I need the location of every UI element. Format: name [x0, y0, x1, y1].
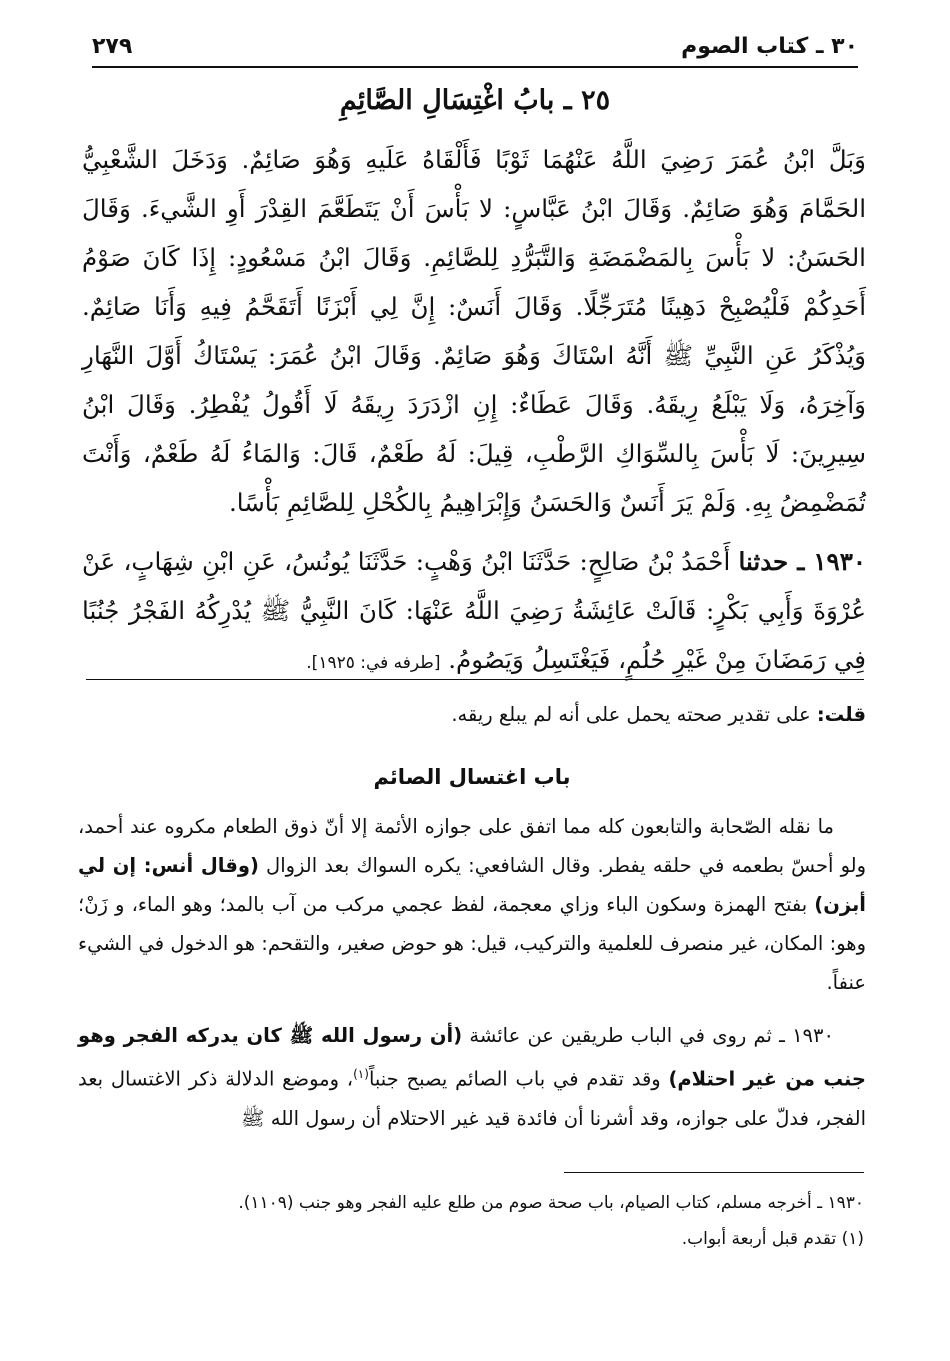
qult-label: قلت: — [816, 703, 866, 726]
footnote-1: (١) تقدم قبل أربعة أبواب. — [681, 1229, 864, 1249]
commentary-paragraph-2 — [78, 1016, 866, 1138]
footnotes — [86, 1185, 864, 1257]
hadith-1930 — [82, 537, 866, 688]
qult-text: على تقدير صحته يحمل على أنه لم يبلع ريقه. — [451, 703, 811, 726]
hadith-text: أَحْمَدُ بْنُ صَالِحٍ: حَدَّثَنَا ابْنُ وَهْبٍ: حَدَّثَنَا يُونُسُ، عَنِ ابْنِ شِهَابٍ، عَنْ عُرْوَةَ وَأَبِي بَكْرٍ: قَالَتْ عَائِشَةُ رَضِيَ اللَّهُ عَنْهَا: كَانَ النَّبِيُّ ﷺ يُدْرِكُهُ الفَجْرُ جُنُبًا فِي رَمَضَانَ مِنْ غَيْرِ حُلُمٍ، فَيَغْتَسِلُ وَيَصُومُ. — [82, 547, 866, 674]
hadith-main-text — [82, 135, 866, 688]
running-header-chapter: ٣٠ ـ كتاب الصوم — [681, 34, 858, 59]
footnote-marker: (١) — [353, 1067, 369, 1081]
commentary-paragraph-1 — [78, 807, 866, 1002]
chapter-intro-text: وَبَلَّ ابْنُ عُمَرَ رَضِيَ اللَّهُ عَنْهُمَا ثَوْبًا فَأَلْقَاهُ عَلَيهِ وَهُوَ صَائِمٌ. وَدَخَلَ الشَّعْبِيُّ الحَمَّامَ وَهُوَ صَائِمٌ. وَقَالَ ابْنُ عَبَّاسٍ: لا بَأْسَ أَنْ يَتَطَعَّمَ القِدْرَ أَوِ الشَّيءَ. وَقَالَ الحَسَنُ: لا بَأْسَ بِالمَضْمَضَةِ وَالتَّبَرُّدِ لِلصَّائِمِ. وَقَالَ ابْنُ مَسْعُودٍ: إِذَا كَانَ صَوْمُ أَحَدِكُمْ فَلْيُصْبِحْ دَهِينًا مُتَرَجِّلًا. وَقَالَ أَنَسٌ: إِنَّ لِي أَبْزَنًا أَتَقَحَّمُ فِيهِ وَأَنَا صَائِمٌ. وَيُذْكَرُ عَنِ النَّبِيِّ ﷺ أَنَّهُ اسْتَاكَ وَهُوَ صَائِمٌ. وَقَالَ ابْنُ عُمَرَ: يَسْتَاكُ أَوَّلَ النَّهَارِ وَآخِرَهُ، وَلَا يَبْلَعُ رِيقَهُ. وَقَالَ عَطَاءٌ: إِنِ ازْدَرَدَ رِيقَهُ لَا أَقُولُ يُفْطِرُ. وَقَالَ ابْنُ سِيرِينَ: لَا بَأْسَ بِالسِّوَاكِ الرَّطْبِ، قِيلَ: لَهُ طَعْمٌ، قَالَ: وَالمَاءُ لَهُ طَعْمٌ، وَأَنْتَ تُمَضْمِضُ بِهِ. وَلَمْ يَرَ أَنَسٌ وَالحَسَنُ وَإِبْرَاهِيمُ بِالكُحْلِ لِلصَّائِمِ بَأْسًا. — [82, 145, 866, 517]
qult-paragraph — [78, 695, 866, 734]
commentary-section-title: باب اغتسال الصائم — [373, 765, 571, 789]
chapter-title: ٢٥ ـ بابُ اغْتِسَالِ الصَّائِمِ — [339, 85, 611, 116]
commentary — [78, 695, 866, 1138]
header-divider — [92, 66, 858, 68]
text-commentary-divider — [86, 679, 864, 680]
commentary-p1-text-a: ما نقله الصّحابة والتابعون كله مما اتفق على جوازه الأئمة إلا أنّ ذوق الطعام مكروه عند أحمد، ولو أحسّ بطعمه في حلقه يفطر. وقال الشافعي: يكره السواك بعد الزوال — [78, 815, 867, 877]
commentary-p2-text-d: ، وموضع الدلالة ذكر الاغتسال بعد الفجر، فدلّ على جوازه، وقد أشرنا أن فائدة قيد غير الاحتلام أن رسول الله ﷺ — [78, 1067, 866, 1130]
footnote-1930: ١٩٣٠ ـ أخرجه مسلم، كتاب الصيام، باب صحة صوم من طلع عليه الفجر وهو جنب (١١٠٩). — [238, 1193, 864, 1213]
commentary-p1-quote: (وقال أنس: إن لي أبزن) — [78, 854, 866, 916]
hadith-cross-reference: [طرفه في: ١٩٢٥]. — [306, 653, 441, 673]
running-header — [92, 28, 858, 66]
commentary-p1-text-c: بفتح الهمزة وسكون الباء وزاي معجمة، لفظ عجمي مركب من آب بالمد؛ وهو الماء، و زَنْ؛ وهو: المكان، غير منصرف للعلمية والتركيب، قيل: هو حوض صغير، والتقحم: هو الدخول في الشيء عنفاً. — [78, 893, 866, 994]
page-number: ٢٧٩ — [92, 34, 133, 59]
hadith-number-label: ١٩٣٠ ـ حدثنا — [738, 547, 867, 576]
footnote-divider — [564, 1172, 864, 1173]
commentary-p2-quote: (أن رسول الله ﷺ كان يدركه الفجر وهو جنب من غير احتلام) — [78, 1024, 866, 1091]
commentary-p2-text-a: ١٩٣٠ ـ ثم روى في الباب طريقين عن عائشة — [469, 1024, 834, 1047]
commentary-p2-text-c: وقد تقدم في باب الصائم يصبح جنباً — [368, 1067, 661, 1091]
